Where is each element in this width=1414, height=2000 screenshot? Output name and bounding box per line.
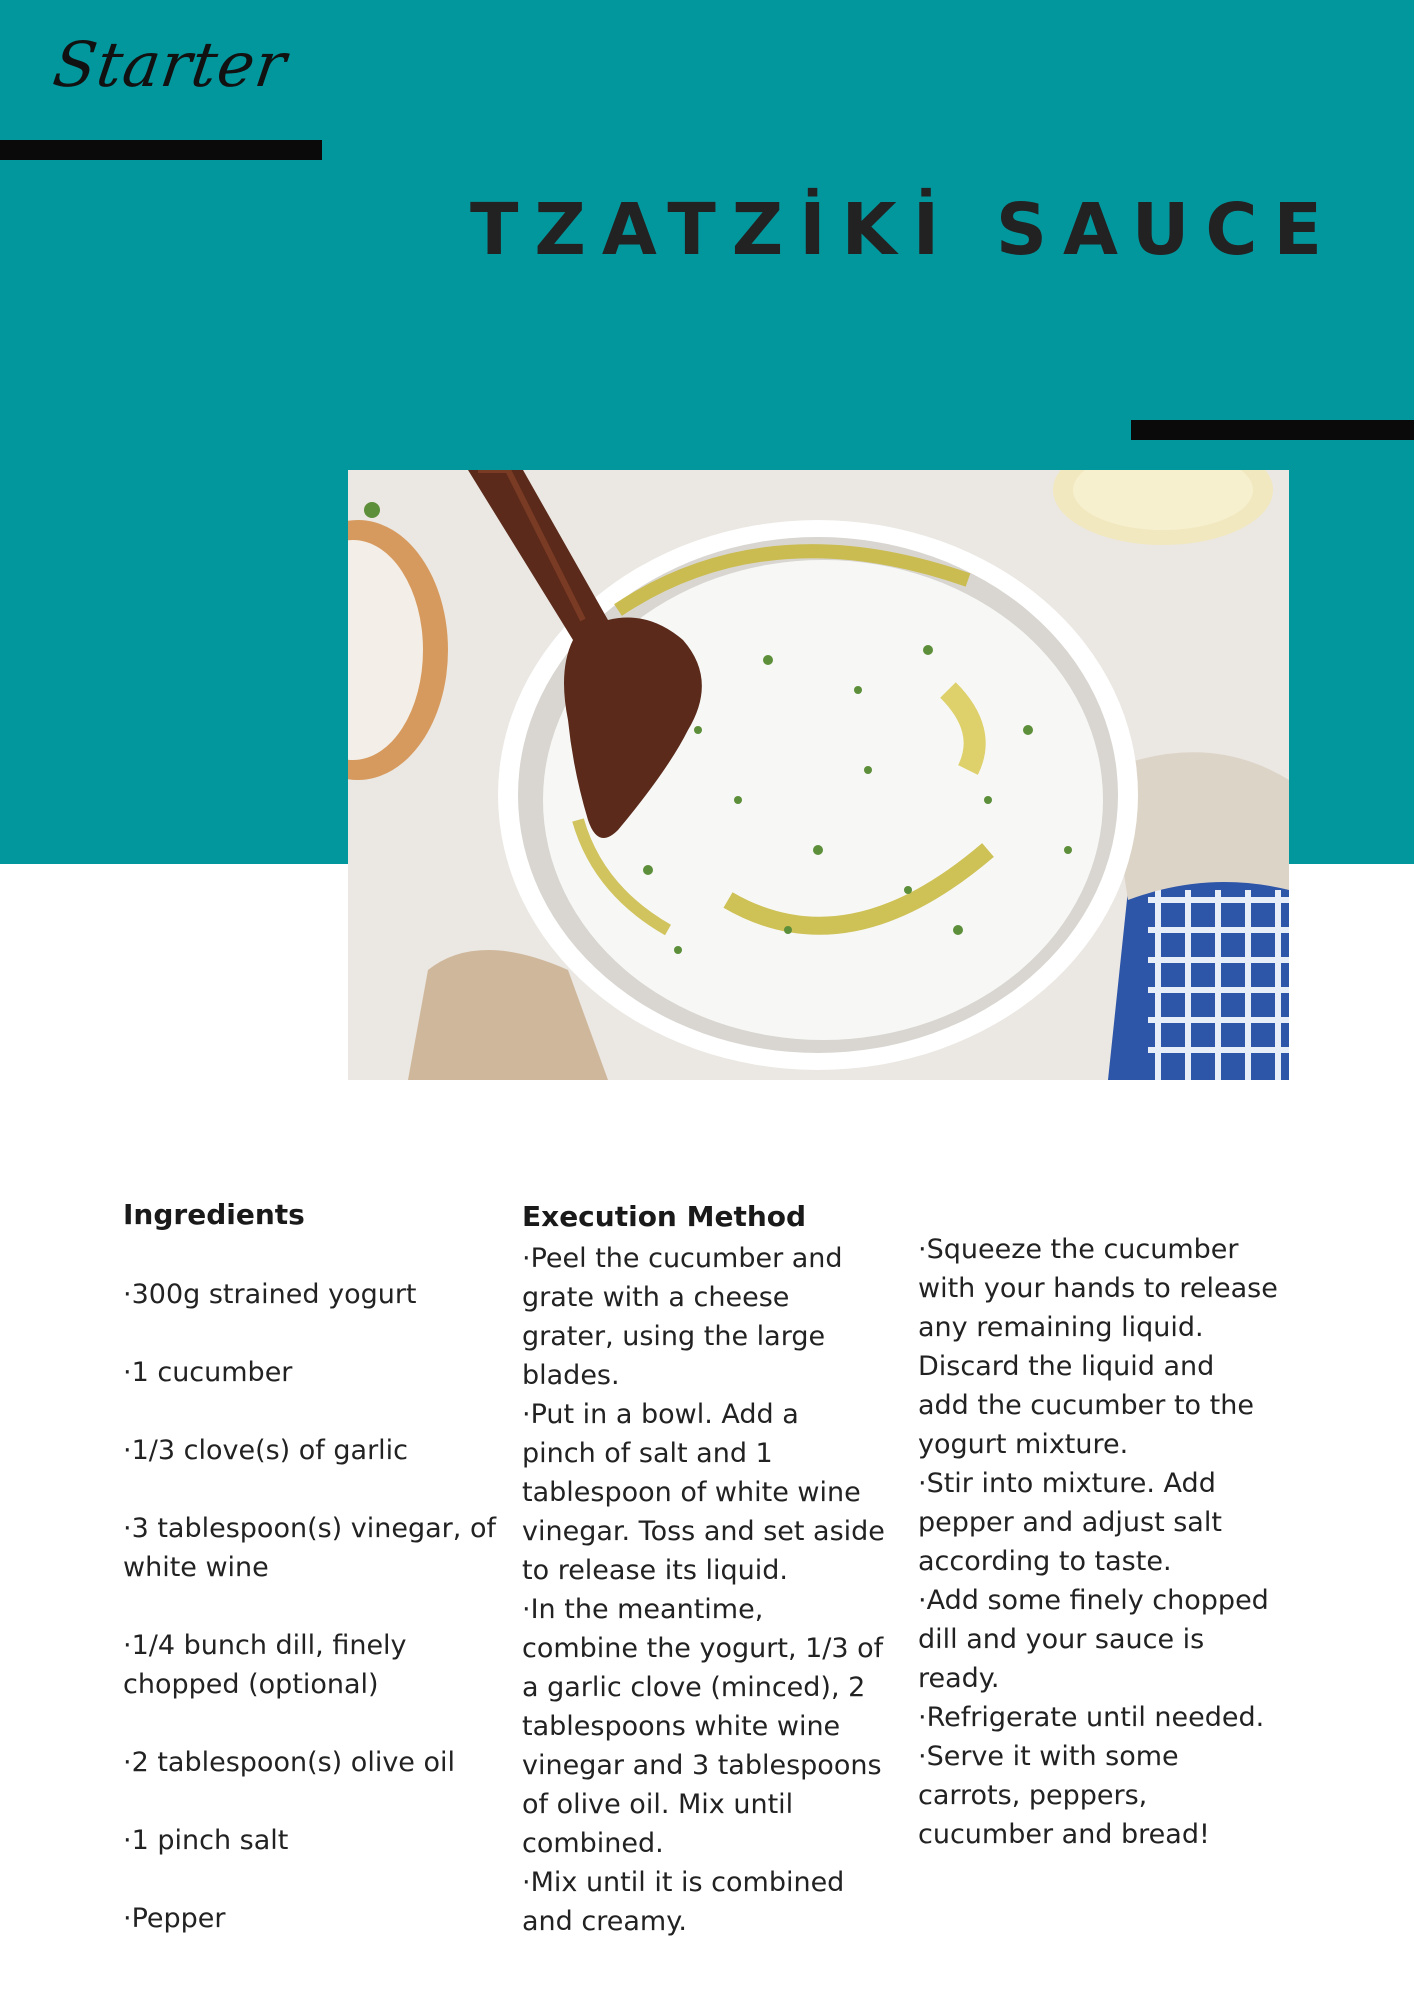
method-steps-column-1: ·Peel the cucumber and grate with a cheese grater, using the large blades. ·Put in a bowl. Add a pinch of salt and 1 tablespoon of white wine vinegar. Toss and set aside to release its liquid. ·In the meantime, combine the yogurt, 1/3 of a garlic clove (minced), 2 tablespoons white wine vinegar and 3 tablespoons of olive oil. Mix until combined. ·Mix until it is combined and creamy. [522, 1243, 885, 1937]
ingredient-item: ·2 tablespoon(s) olive oil [123, 1747, 456, 1778]
category-label: Starter [48, 28, 292, 101]
accent-bar-left [0, 140, 322, 160]
method-heading: Execution Method [522, 1200, 807, 1233]
method-steps-column-2: ·Squeeze the cucumber with your hands to release any remaining liquid. Discard the liquid and add the cucumber to the yogurt mixture. ·Stir into mixture. Add pepper and adjust salt according to taste. ·Add some finely chopped dill and your sauce is ready. ·Refrigerate until needed. ·Serve it with some carrots, peppers, cucumber and bread! [918, 1234, 1278, 1850]
ingredient-item: ·1 pinch salt [123, 1825, 289, 1856]
accent-bar-right [1131, 420, 1414, 440]
tzatziki-bowl-photo [348, 470, 1289, 1080]
recipe-title: TZATZİKİ SAUCE [470, 188, 1338, 271]
ingredient-item: ·1/4 bunch dill, finely chopped (optional) [123, 1630, 407, 1700]
ingredient-item: ·1 cucumber [123, 1357, 293, 1388]
ingredient-item: ·3 tablespoon(s) vinegar, of white wine [123, 1513, 496, 1583]
ingredient-item: ·1/3 clove(s) of garlic [123, 1435, 409, 1466]
ingredients-heading: Ingredients [123, 1198, 305, 1231]
ingredient-item: ·300g strained yogurt [123, 1279, 417, 1310]
ingredient-item: ·Pepper [123, 1903, 226, 1934]
tzatziki-photo-illustration [348, 470, 1289, 1080]
ingredients-list [123, 1236, 503, 1977]
